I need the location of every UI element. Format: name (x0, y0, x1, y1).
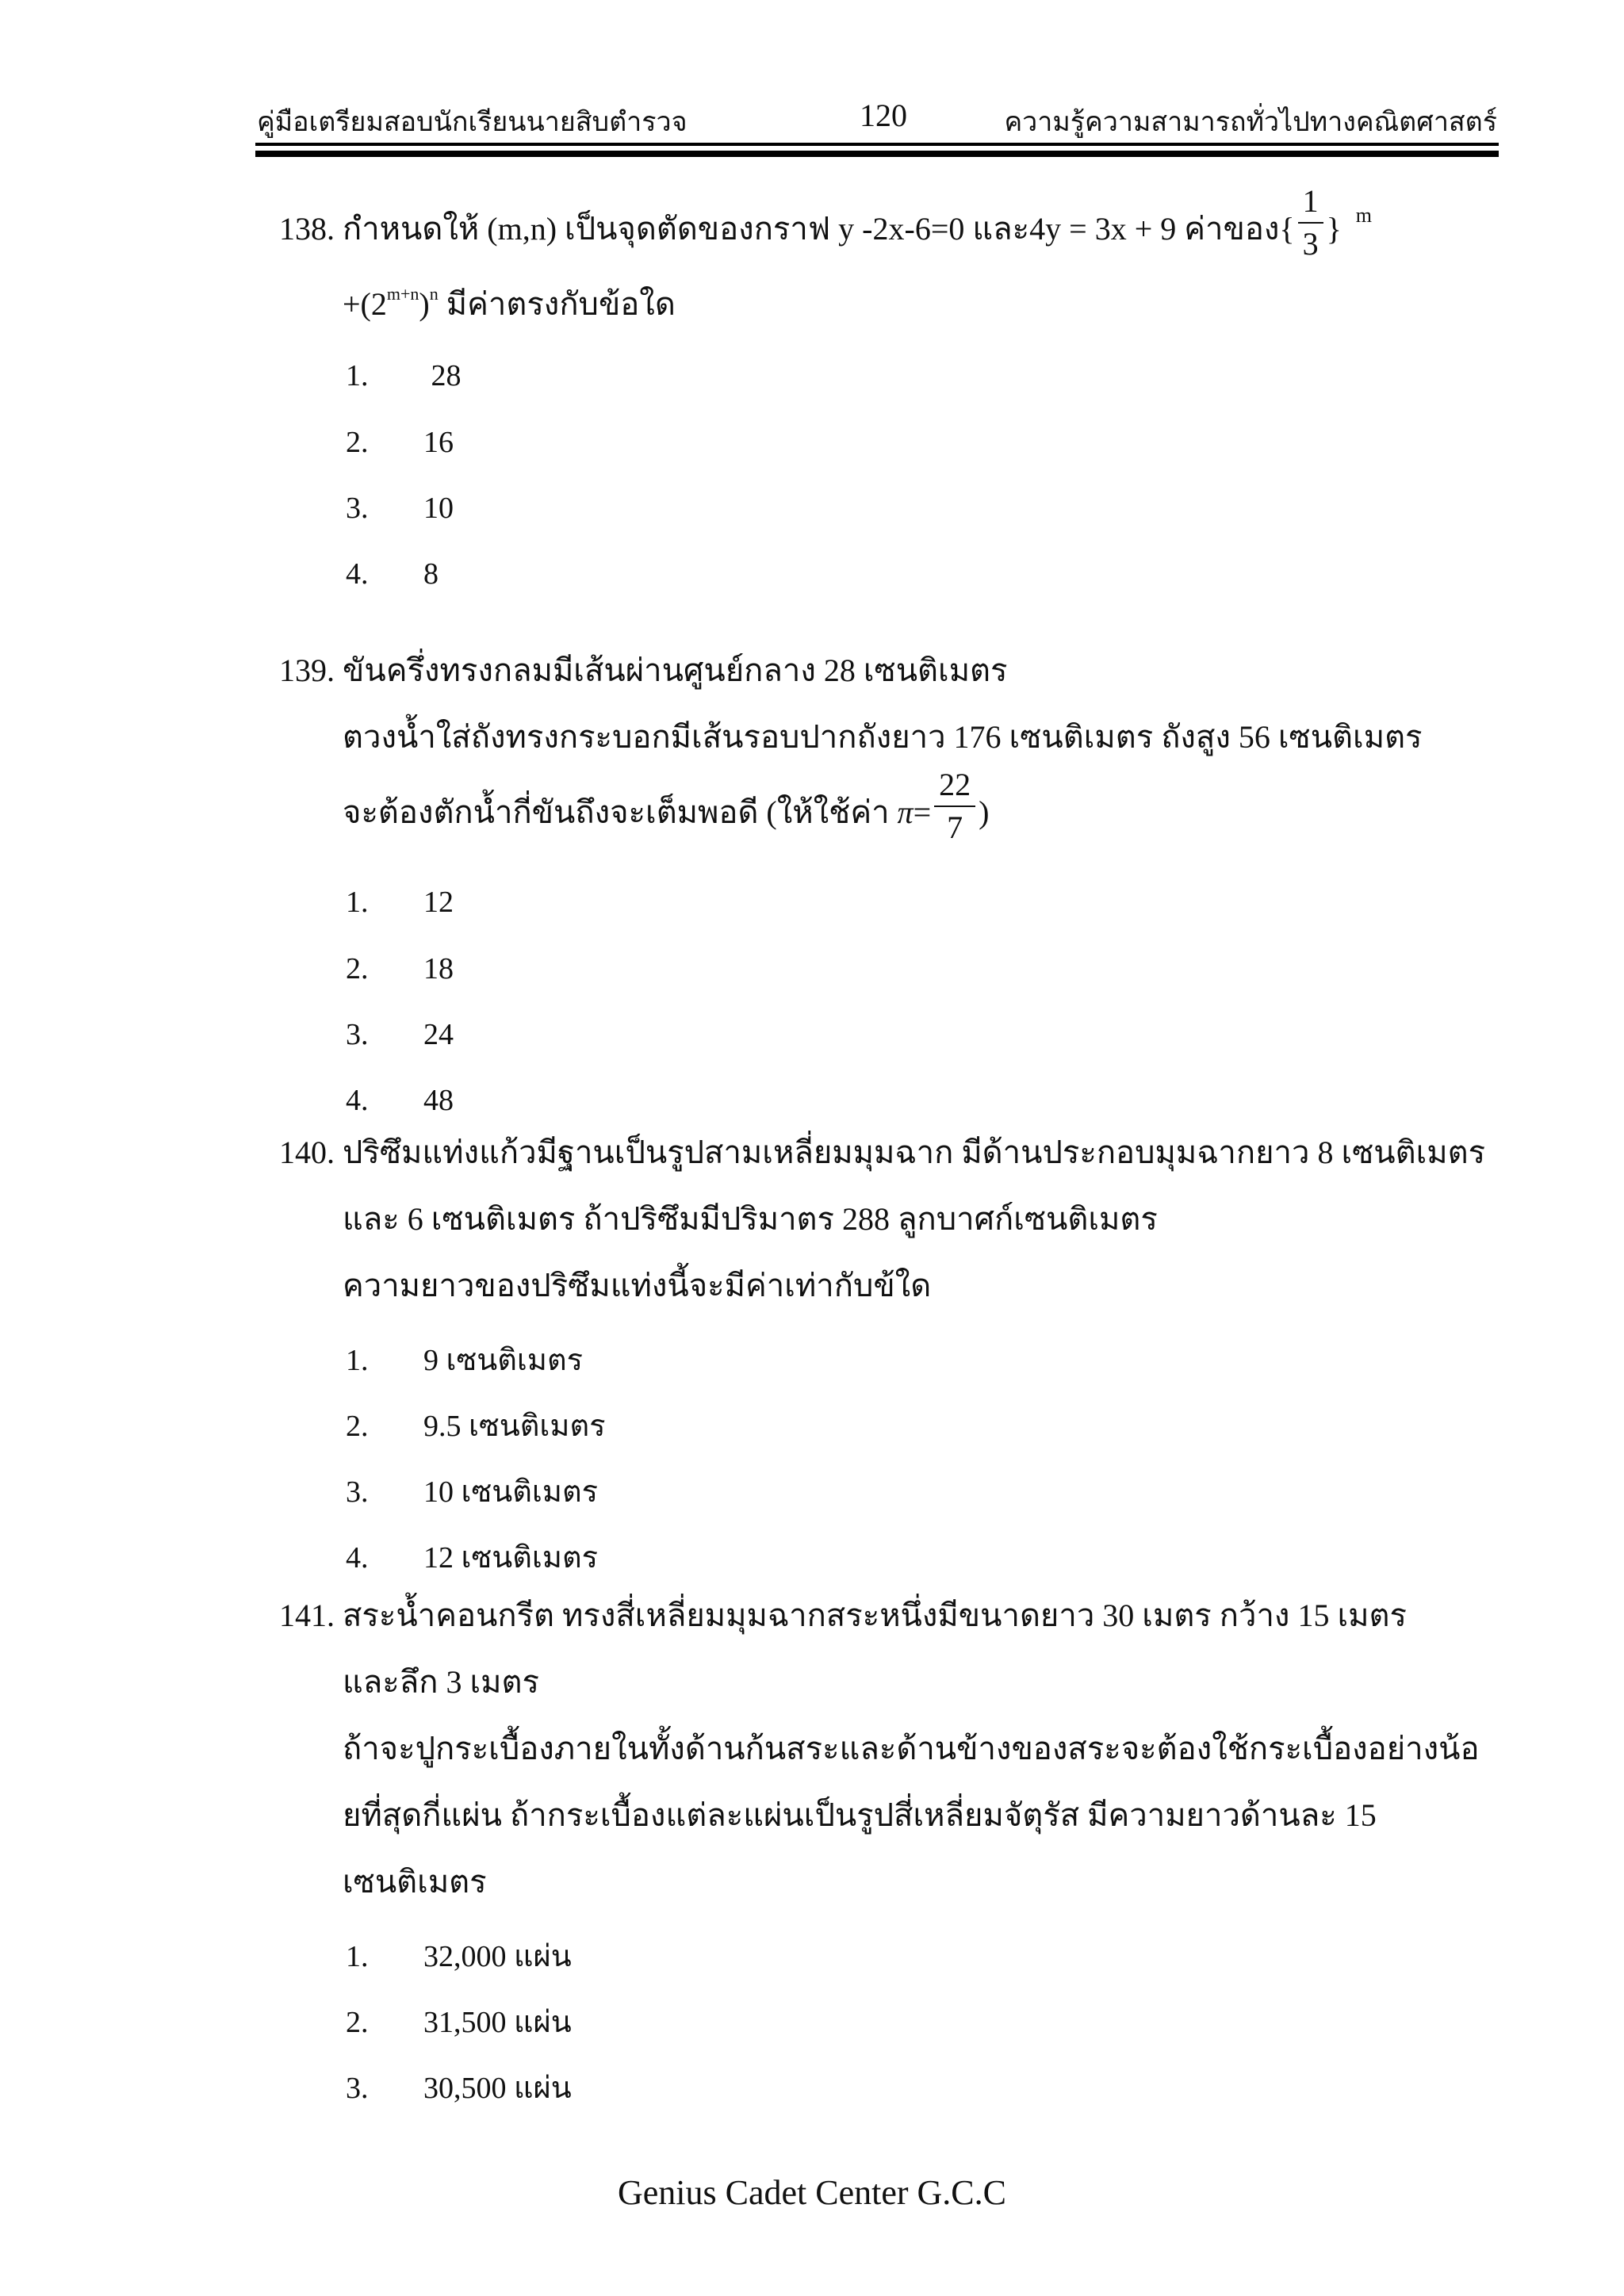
option-number: 1. (346, 1940, 369, 1973)
option-3[interactable] (346, 2063, 572, 2111)
option-4[interactable] (346, 1533, 598, 1581)
option-1[interactable] (346, 885, 454, 920)
question-text: และ 6 เซนติเมตร ถ้าปริซึมมีปริมาตร 288 ลูกบาศก์เซนติเมตร (343, 1201, 1158, 1237)
option-value: 30,500 แผ่น (423, 2072, 572, 2105)
header-rule-thick (255, 151, 1499, 157)
option-number: 3. (346, 1475, 369, 1509)
option-value: 12 (423, 886, 454, 919)
question-140-line2 (343, 1203, 1158, 1235)
option-number: 4. (346, 1541, 369, 1575)
option-value: 10 (423, 492, 454, 525)
question-text: ถ้าจะปูกระเบื้องภายในทั้งด้านก้นสระและด้านข้างของสระจะต้องใช้กระเบื้องอย่างน้อ (343, 1731, 1480, 1766)
header-subject-title: ความรู้ความสามารถทั่วไปทางคณิตศาสตร์ (1004, 108, 1497, 137)
option-3[interactable] (346, 1017, 454, 1052)
brace-close: } (1326, 211, 1342, 247)
option-value: 16 (423, 426, 454, 459)
question-139-line1 (279, 652, 1008, 688)
option-number: 2. (346, 426, 369, 459)
question-text: กำหนดให้ (m,n) เป็นจุดตัดของกราฟ y -2x-6=0 และ4y = 3x + 9 ค่าของ{ (343, 211, 1295, 247)
option-value: 24 (423, 1018, 454, 1051)
question-text: จะต้องตักน้ำกี่ขันถึงจะเต็มพอดี (ให้ใช้ค่า (343, 794, 890, 831)
option-3[interactable] (346, 491, 454, 526)
option-value: 32,000 แผ่น (423, 1940, 572, 1973)
exponent-m-plus-n: m+n (386, 284, 419, 304)
option-number: 4. (346, 557, 369, 591)
option-1[interactable] (346, 358, 462, 393)
question-text: ยที่สุดกี่แผ่น ถ้ากระเบื้องแต่ละแผ่นเป็นรูปสี่เหลี่ยมจัตุรัส มีความยาวด้านละ 15 (343, 1797, 1377, 1833)
option-4[interactable] (346, 557, 439, 591)
option-2[interactable] (346, 425, 454, 460)
question-text: ปริซึมแท่งแก้วมีฐานเป็นรูปสามเหลี่ยมมุมฉาก มีด้านประกอบมุมฉากยาว 8 เซนติเมตร (343, 1135, 1486, 1170)
question-text: เซนติเมตร (343, 1864, 487, 1900)
question-140-line1 (279, 1137, 1485, 1169)
option-number: 4. (346, 1084, 369, 1117)
option-value: 18 (423, 952, 454, 985)
question-141-line1 (279, 1600, 1407, 1632)
question-140-line3 (343, 1270, 931, 1302)
footer-publisher: Genius Cadet Center G.C.C (617, 2173, 1007, 2212)
option-number: 1. (346, 1344, 369, 1377)
option-1[interactable] (346, 1335, 583, 1383)
exponent-m: m (1355, 204, 1373, 228)
option-2[interactable] (346, 1997, 572, 2045)
question-text: ความยาวของปริซึมแท่งนี้จะมีค่าเท่ากับข้ใด (343, 1268, 932, 1303)
option-value: 31,500 แผ่น (423, 2006, 572, 2039)
option-4[interactable] (346, 1083, 454, 1118)
option-2[interactable] (346, 951, 454, 986)
question-139-line3 (343, 767, 990, 845)
option-value: 10 เซนติเมตร (423, 1475, 599, 1509)
option-number: 3. (346, 2072, 369, 2105)
question-text: ขันครึ่งทรงกลมมีเส้นผ่านศูนย์กลาง 28 เซนติเมตร (343, 652, 1008, 688)
option-number: 2. (346, 952, 369, 985)
question-text: สระน้ำคอนกรีต ทรงสี่เหลี่ยมมุมฉากสระหนึ่งมีขนาดยาว 30 เมตร กว้าง 15 เมตร (343, 1598, 1407, 1633)
header-book-title: คู่มือเตรียมสอบนักเรียนนายสิบตำรวจ (257, 108, 688, 137)
option-1[interactable] (346, 1931, 572, 1980)
question-number: 141. (279, 1598, 335, 1633)
question-number: 138. (279, 211, 335, 247)
question-138-line1 (279, 183, 1373, 262)
expr-part: ) (419, 286, 430, 322)
option-value: 9.5 เซนติเมตร (423, 1410, 606, 1443)
expr-part: +(2 (343, 286, 387, 322)
closing-paren: ) (979, 794, 990, 831)
fraction-denominator: 3 (1302, 226, 1319, 262)
fraction-22-over-7 (934, 769, 975, 844)
equals-sign: = (913, 794, 932, 831)
exponent-n: n (429, 284, 439, 304)
question-138-line2 (343, 284, 676, 322)
question-141-line2 (343, 1664, 540, 1700)
option-value: 8 (423, 557, 439, 591)
option-number: 2. (346, 2006, 369, 2039)
option-number: 2. (346, 1410, 369, 1443)
fraction-one-third (1298, 183, 1323, 262)
question-text: และลึก 3 เมตร (343, 1664, 540, 1700)
option-value: 12 เซนติเมตร (423, 1541, 599, 1575)
option-2[interactable] (346, 1401, 606, 1449)
question-141-line3 (343, 1733, 1480, 1765)
option-number: 3. (346, 1018, 369, 1051)
fraction-denominator: 7 (947, 809, 963, 845)
fraction-numerator: 1 (1298, 186, 1323, 224)
header-rule-thin (255, 143, 1499, 146)
question-number: 140. (279, 1135, 335, 1170)
question-text: มีค่าตรงกับข้อใด (438, 286, 676, 322)
option-value: 48 (423, 1084, 454, 1117)
question-text: ตวงน้ำใส่ถังทรงกระบอกมีเส้นรอบปากถังยาว 176 เซนติเมตร ถังสูง 56 เซนติเมตร (343, 719, 1423, 755)
question-141-line5 (343, 1866, 487, 1898)
option-value: 28 (423, 359, 462, 392)
option-number: 1. (346, 886, 369, 919)
question-number: 139. (279, 652, 335, 688)
fraction-numerator: 22 (934, 769, 975, 807)
pi-symbol: π (897, 794, 914, 831)
option-value: 9 เซนติเมตร (423, 1344, 584, 1377)
option-number: 1. (346, 359, 369, 392)
question-139-line2 (343, 721, 1423, 753)
option-3[interactable] (346, 1467, 598, 1515)
option-number: 3. (346, 492, 369, 525)
question-141-line4 (343, 1797, 1377, 1833)
page-number: 120 (860, 98, 907, 133)
